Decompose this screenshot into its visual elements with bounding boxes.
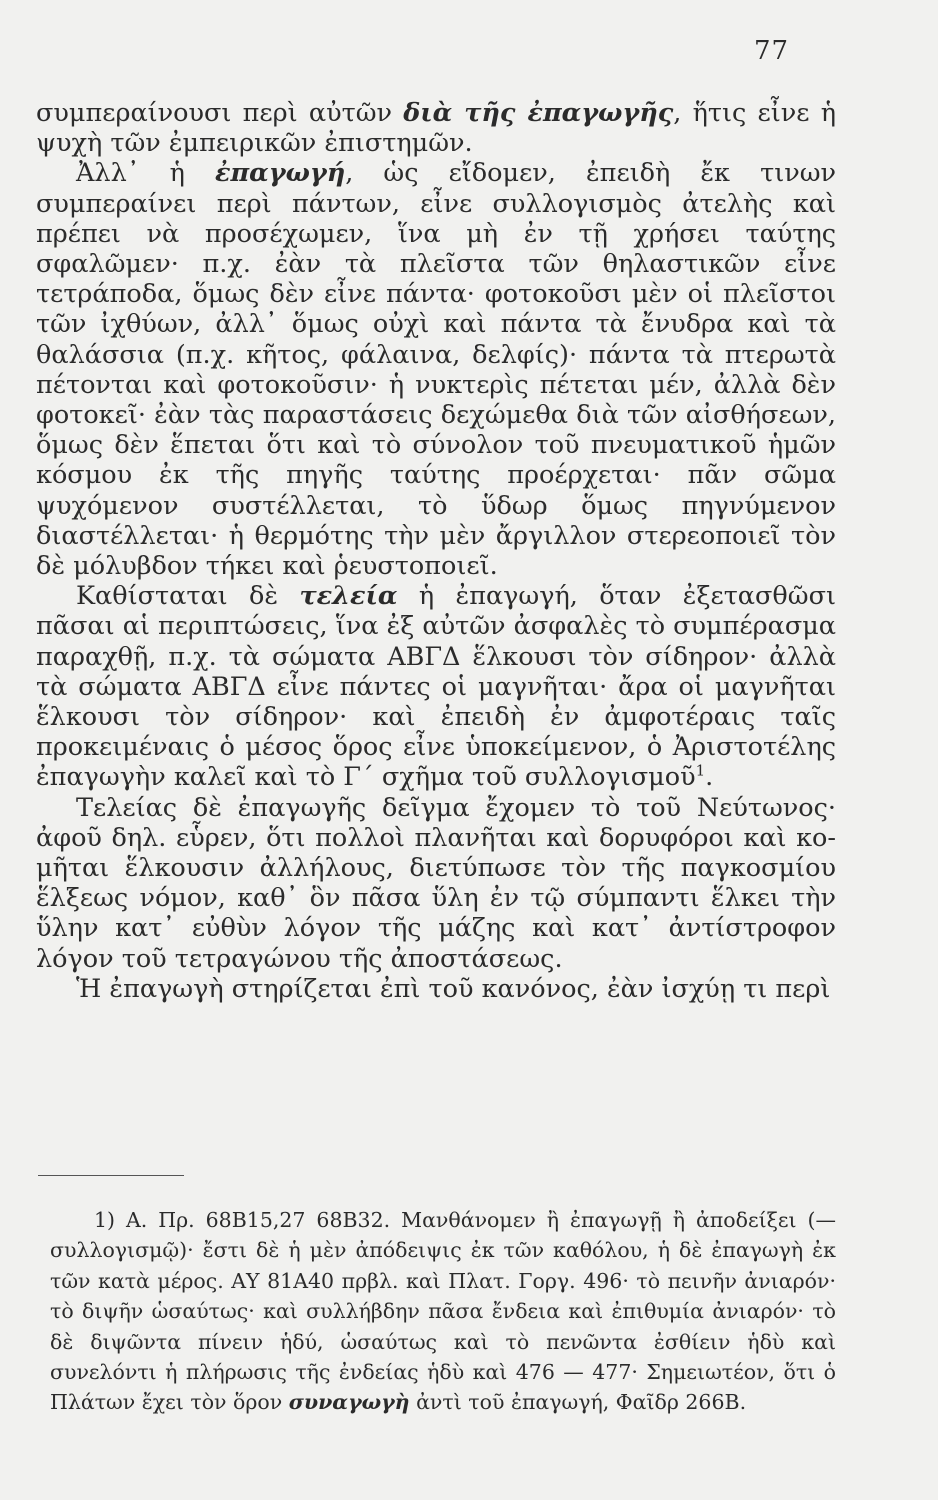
emphasized-term: διὰ τῆς ἐπαγωγῆς	[403, 98, 674, 128]
footnote	[50, 1205, 836, 1418]
emphasized-term: συναγωγὴ	[288, 1390, 410, 1415]
emphasized-term: ἐπαγωγή	[214, 158, 346, 189]
paragraph	[36, 581, 836, 792]
text-run: ἀντὶ τοῦ ἐπαγωγή, Φαῖδρ 266Β.	[409, 1390, 747, 1415]
text-run: , ὡς εἴδομεν, ἐπειδὴ ἔκ τινων συμπεραίνει περὶ πάντων, εἶνε συλλογισμὸς ἀτελὴς καὶ πρέπει νὰ προσέχωμεν, ἵνα μὴ ἐν τῇ χρήσει ταύτης σφαλῶμεν· π.χ. ἐὰν τὰ πλεῖστα τῶν θηλαστικῶν εἶνε τετράποδα, ὅμως δὲν εἶνε πάντα· φοτοκοῦσι μὲν οἱ πλεῖστοι τῶν ἰχθύων, ἀλλ᾽ ὅμως οὐχὶ καὶ πάντα τὰ ἔνυδρα καὶ τὰ θαλάσσια (π.χ. κῆτος, φάλαινα, δελφίς)· πάντα τὰ πτερωτὰ πέτονται καὶ φοτοκοῦσιν· ἡ νυκτερὶς πέτεται μέν, ἀλλὰ δὲν φοτοκεῖ· ἐὰν τὰς παραστάσεις δεχώμεθα διὰ τῶν αἰσθήσεων, ὅμως δὲν ἕπεται ὅτι καὶ τὸ σύνολον τοῦ πνευματικοῦ ἡμῶν κόσμου ἐκ τῆς πηγῆς ταύτης προέρχεται· πᾶν σῶμα ψυχόμενον συστέλλεται, τὸ ὕδωρ ὅμως πηγνύμενον διαστέλλεται· ἡ θερμότης τὴν μὲν ἄργιλλον στερεοποιεῖ τὸν δὲ μόλυβδον τήκει καὶ ῥευστοποιεῖ.	[36, 158, 836, 582]
footnote-reference: 1	[695, 761, 706, 780]
paragraph	[36, 158, 836, 581]
paragraph	[36, 974, 836, 1004]
text-run: , ἥτις εἶνε ἡ ψυχὴ τῶν ἐμπειρικῶν ἐπιστημῶν.	[36, 98, 836, 159]
emphasized-term: τελεία	[299, 581, 398, 612]
paragraph	[36, 793, 836, 974]
text-run: Καθίσταται δὲ	[76, 581, 300, 612]
page-number: 77	[754, 36, 790, 66]
text-run: .	[705, 762, 714, 793]
main-text	[36, 98, 836, 1004]
paragraph	[36, 98, 836, 158]
text-run: συμπεραίνουσι περὶ αὐτῶν	[36, 98, 404, 128]
footnote-divider	[38, 1175, 184, 1176]
text-run: Ἡ ἐπαγωγὴ στηρίζεται ἐπὶ τοῦ κανόνος, ἐὰν ἰσχύῃ τι περὶ	[76, 973, 831, 1004]
text-run: Ἀλλ᾽ ἡ	[76, 158, 215, 189]
footnotes	[50, 1205, 836, 1418]
text-run: Τελείας δὲ ἐπαγωγῆς δεῖγμα ἔχομεν τὸ τοῦ Νεύτωνος· ἀφοῦ δηλ. εὗρεν, ὅτι πολλοὶ πλανῆται καὶ δορυφόροι καὶ κομῆται ἕλκουσιν ἀλλήλους, διετύπωσε τὸν τῆς παγκοσμίου ἕλξεως νόμον, καθ᾽ ὃν πᾶσα ὕλη ἐν τῷ σύμπαντι ἕλκει τὴν ὕλην κατ᾽ εὐθὺν λόγον τῆς μάζης καὶ κατ᾽ ἀντίστροφον λόγον τοῦ τετραγώνου τῆς ἀποστάσεως.	[36, 792, 836, 974]
text-run: ἡ ἐπαγωγή, ὅταν ἐξετασθῶσι πᾶσαι αἱ περιπτώσεις, ἵνα ἐξ αὐτῶν ἀσφαλὲς τὸ συμπέρασμα παραχθῇ, π.χ. τὰ σώματα ΑΒΓΔ ἕλκουσι τὸν σίδηρον· ἀλλὰ τὰ σώματα ΑΒΓΔ εἶνε πάντες οἱ μαγνῆται· ἄρα οἱ μαγνῆται ἕλκουσι τὸν σίδηρον· καὶ ἐπειδὴ ἐν ἀμφοτέραις ταῖς προκειμέναις ὁ μέσος ὅρος εἶνε ὑποκείμενον, ὁ Ἀριστοτέλης ἐπαγωγὴν καλεῖ καὶ τὸ Γ΄ σχῆμα τοῦ συλλογισμοῦ	[36, 581, 837, 793]
text-run: 1) Α. Πρ. 68Β15,27 68Β32. Μανθάνομεν ἢ ἐπαγωγῇ ἢ ἀποδείξει (— συλλογισμῷ)· ἔστι δὲ ἡ μὲν ἀπόδειψις ἐκ τῶν καθόλου, ἡ δὲ ἐπαγωγὴ ἐκ τῶν κατὰ μέρος. ΑΥ 81Α40 πρβλ. καὶ Πλατ. Γοργ. 496· τὸ πεινῆν ἀνιαρόν· τὸ διψῆν ὡσαύτως· καὶ συλλήβδην πᾶσα ἔνδεια καὶ ἐπιθυμία ἀνιαρόν· τὸ δὲ διψῶντα πίνειν ἡδύ, ὡσαύτως καὶ τὸ πενῶντα ἐσθίειν ἡδὺ καὶ συνελόντι ἡ πλήρωσις τῆς ἐνδείας ἡδὺ καὶ 476 — 477· Σημειωτέον, ὅτι ὁ Πλάτων ἔχει τὸν ὅρον	[50, 1208, 836, 1415]
